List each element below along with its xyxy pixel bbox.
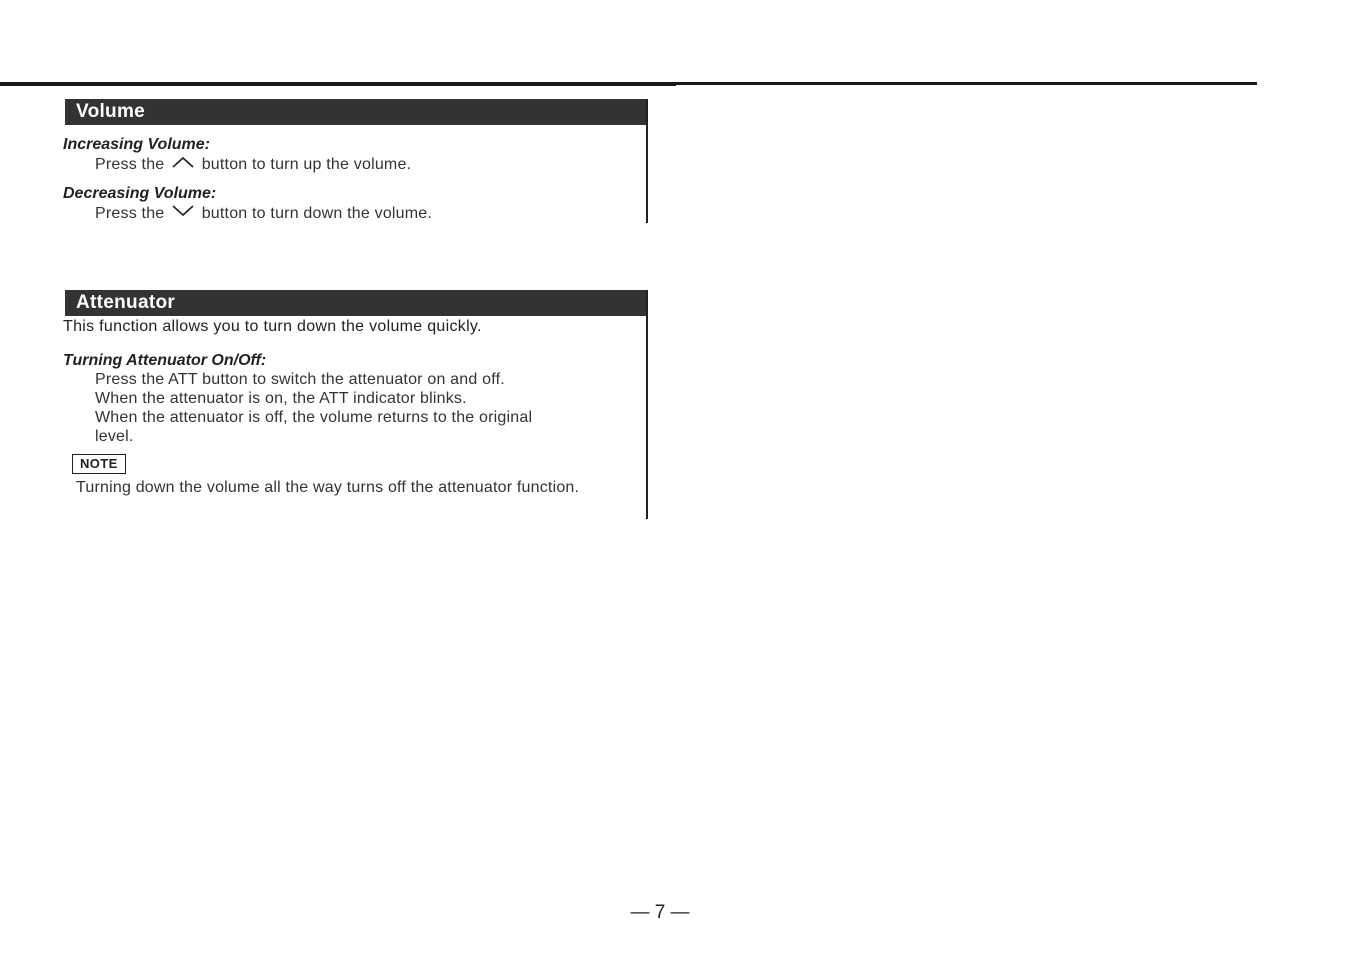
increase-text-before: Press the — [95, 156, 165, 174]
note-text: Turning down the volume all the way turns off the attenuator function. — [76, 479, 580, 496]
increase-text-after: button to turn up the volume. — [201, 156, 412, 174]
decrease-volume-heading: Decreasing Volume: — [63, 185, 217, 202]
chevron-down-icon — [172, 203, 194, 222]
attenuator-toggle-block — [63, 351, 646, 446]
attenuator-section — [63, 290, 648, 519]
decrease-volume-block — [63, 184, 646, 225]
attenuator-toggle-heading: Turning Attenuator On/Off: — [63, 352, 267, 369]
top-rule-left — [0, 82, 676, 86]
attenuator-line-1: Press the ATT button to switch the attenuator on and off. — [95, 371, 505, 388]
top-rule-right — [676, 82, 1257, 85]
page-number: — 7 — — [630, 902, 690, 923]
increase-volume-heading: Increasing Volume: — [63, 136, 210, 153]
decrease-text-before: Press the — [95, 205, 165, 223]
volume-section — [63, 99, 648, 223]
decrease-volume-instruction — [63, 203, 646, 225]
note-block — [63, 454, 646, 497]
attenuator-line-4: level. — [95, 428, 134, 445]
decrease-text-after: button to turn down the volume. — [201, 205, 433, 223]
increase-volume-block — [63, 135, 646, 176]
note-label: NOTE — [72, 454, 126, 474]
attenuator-intro: This function allows you to turn down the volume quickly. — [63, 318, 482, 335]
chevron-up-icon — [172, 154, 194, 173]
attenuator-line-2: When the attenuator is on, the ATT indicator blinks. — [95, 390, 467, 407]
attenuator-line-3: When the attenuator is off, the volume returns to the original — [95, 409, 533, 426]
attenuator-title: Attenuator — [65, 290, 646, 316]
volume-title: Volume — [65, 99, 646, 125]
increase-volume-instruction — [63, 154, 646, 176]
